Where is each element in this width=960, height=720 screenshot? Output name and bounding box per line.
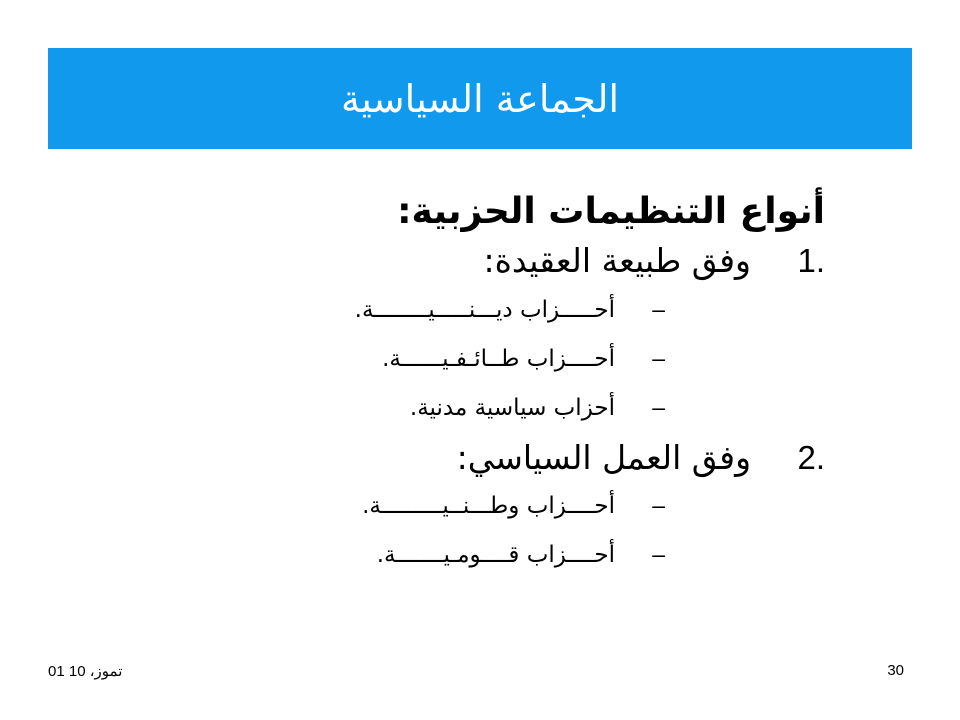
page-number: 30 <box>887 662 904 679</box>
section-1-list <box>200 285 825 432</box>
section-1-label: وفق طبيعة العقيدة: <box>483 241 751 281</box>
list-item-text: أحزاب سياسية مدنية. <box>409 394 615 421</box>
list-item <box>200 481 825 530</box>
section-2-number: 2. <box>797 438 825 476</box>
slide-heading: أنواع التنظيمات الحزبية: <box>397 191 825 232</box>
list-item <box>200 285 825 334</box>
dash-bullet: – <box>652 492 665 519</box>
dash-bullet: – <box>652 393 665 420</box>
dash-bullet: – <box>652 541 665 568</box>
section-1-number: 1. <box>797 242 825 280</box>
slide-content <box>200 190 825 585</box>
section-2-list <box>200 481 825 579</box>
list-item-text: أحــــزاب طــائـفـيــــــة. <box>382 345 615 372</box>
list-item <box>200 530 825 579</box>
list-item-text: أحـــــزاب ديـــنـــــيــــــــة. <box>354 296 615 323</box>
section-2-header <box>200 438 825 478</box>
list-item-text: أحــــزاب وطـــنــيـــــــــة. <box>362 493 615 520</box>
slide-title: الجماعة السياسية <box>340 76 620 121</box>
section-2-label: وفق العمل السياسي: <box>456 437 751 477</box>
dash-bullet: – <box>652 344 665 371</box>
title-bar <box>48 48 912 149</box>
footer-date: 01 تموز، 10 <box>48 663 123 680</box>
section-1-header <box>200 241 825 281</box>
list-item-text: أحــــزاب قــــومـيـــــــة. <box>376 542 615 569</box>
dash-bullet: – <box>652 295 665 322</box>
list-item <box>200 383 825 432</box>
list-item <box>200 334 825 383</box>
